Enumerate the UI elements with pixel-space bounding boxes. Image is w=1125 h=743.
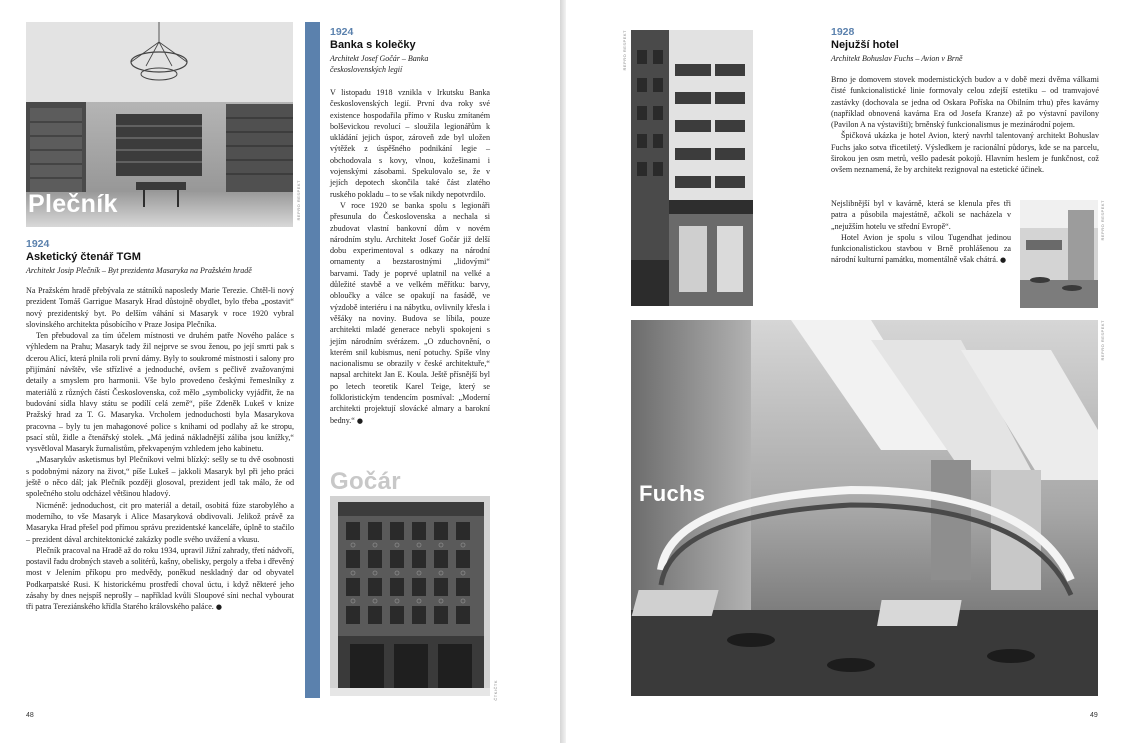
right-page	[566, 0, 1125, 743]
plecnik-paragraph-3: „Masarykův asketismus byl Plečníkovi velmi blízký: sešly se tu dvě osobnosti s podobnými názory na život,“ píše Lukeš – jakkoli Masaryk byl při jeho práci ještě o něco dál; jak Plečník později glosoval, prezident jedl tak málo, že od společného stolu odcházel většinou hladový.	[26, 455, 294, 499]
plecnik-paragraph-4: Nicméně: jednoduchost, cit pro materiál a detail, osobitá fúze starobylého a moderního, to vše Masaryk i Alice Masaryková obdivovali. Jelikož právě za Masaryka Hrad přešel pod přímou správu prezidentské kanceláře, úplně to stačilo – prezident dával architektonické zakázky podle svého uvážení a vkusu.	[26, 500, 294, 544]
fuchs-paragraph-2: Špičková ukázka je hotel Avion, který navrhl talentovaný architekt Bohuslav Fuchs jako sotva třicetiletý. Výsledkem je racionální půdorys, kde se na parcelu, širokou jen osm metrů, vešlo padesát pokojů. Hlavním heslem je funkčnost, což ovšem neznamená, že by architekt rezignoval na estetické účinek.	[831, 131, 1099, 175]
gocar-bank-photo	[330, 496, 490, 696]
fuchs-paragraph-3: Nejslibnější byl v kavárně, která se klenula přes tři patra a působila majestátně, ačkoli se nacházela v „nejužším hotelu ve střední Evropě“.	[831, 199, 1011, 231]
avion-facade-photo-credit: REPRO RESPEKT	[622, 30, 627, 71]
gocar-name-label: Gočár	[330, 468, 401, 495]
fuchs-article-body-cont	[831, 198, 1011, 267]
gocar-paragraph-2	[330, 200, 490, 427]
end-mark-icon: ●	[1000, 256, 1007, 265]
plecnik-name-label: Plečník	[28, 190, 118, 218]
plecnik-byline: Architekt Josip Plečník – Byt prezidenta Masaryka na Pražském hradě	[26, 266, 252, 275]
plecnik-paragraph-5	[26, 545, 294, 614]
page-number-right: 49	[1090, 712, 1098, 719]
fuchs-byline: Architekt Bohuslav Fuchs – Avion v Brně	[831, 54, 963, 63]
fuchs-paragraph-1: Brno je domovem stovek modernistických budov a v době mezi dvěma válkami čisté funkcionalistické linie formovaly celou zdejší estetiku – od tramvajové zastávky (dochovala se jedna od Oskara Poříska na Obilním trhu) přes kavárny (například obnovená kavárna Era od Josefa Kranze) až po výstavní pavilony (Pavilon A na výstavišti); brněnský funkcionalismus je mezinárodní pojem.	[831, 75, 1099, 130]
plecnik-paragraph-2: Ten přebudoval za tím účelem místnosti ve druhém patře Nového paláce s výhledem na Prahu; Masaryk tady žil nejprve se svou ženou, po její smrti pak s dcerou Alicí, která plnila roli první dámy. Byly to soukromé místnosti i salony pro přijímání návštěv, vše střízlivé a jednoduché, ovšem s pečlivě zvažovanými detaily a smyslem pro harmonii. Vše bylo provedeno českými řemeslníky z materiálů z různých částí Československa, což mělo „symbolicky vyjádřit, že na budování sídla hlavy státu se podílí celá země“, píše Zdeněk Lukeš v knize Pražský hrad za T. G. Masaryka. Vrcholem jednoduchosti byla Masarykova pracovna – byly tu jen mahagonové police s knihami od podlahy až ke stropu, psací stůl, židle a čtenářský stolek. „Má jediná nákladnější záliba jsou knížky,“ vysvětloval Masaryk žurnalistům, překvapeným vzhledem jeho kabinetu.	[26, 331, 294, 454]
gocar-byline: Architekt Josef Gočár – Banka československých legií	[330, 54, 429, 74]
avion-facade-photo	[631, 30, 753, 306]
avion-small-interior-photo	[1020, 200, 1098, 308]
fuchs-article-body	[831, 74, 1099, 176]
left-page	[0, 0, 560, 743]
fuchs-paragraph-4	[831, 232, 1011, 267]
gocar-year: 1924	[330, 26, 354, 38]
end-mark-icon: ●	[215, 603, 222, 612]
plecnik-article-body	[26, 285, 294, 614]
fuchs-year: 1928	[831, 26, 855, 38]
plecnik-photo-credit: REPRO RESPEKT	[296, 180, 301, 221]
avion-small-photo-credit: REPRO RESPEKT	[1100, 200, 1105, 241]
end-mark-icon: ●	[356, 416, 364, 425]
gocar-photo-credit: ČTK/ČTK	[493, 680, 498, 701]
avion-cafe-interior-photo	[631, 320, 1098, 696]
fuchs-name-label: Fuchs	[639, 481, 706, 506]
gocar-paragraph-2-text: V roce 1920 se banka spolu s legionáři přesunula do Československa a nechala si zbudovat vlastní bankovní dům v novém národním stylu. Architekt Josef Gočár již delší dobu experimentoval s odkazy na národní ornamenty a bezstarostnými „lidovými“ barvami. Tady je poprvé uplatnil na velké a důležité stavbě a ve velkém měřítku: barvy, obloučky a válce se opakují na fasádě, ve výzdobě interiéru i na nábytku, ovlivnily křesla i věšáky na noviny. Budova se líbila, pouze architekti mladé generace nebyli spokojeni s jejím národním svérázem. „O zduchovnění, o kterém snil kubismus, není potuchy. Spíše vlny nacionalismu se obrazily v české architektuře,“ napsal architekt Jan E. Koula. Ještě přísnější byl po letech teoretik Karel Teige, který se folkloristickým tendencím posmíval: „Moderní architekti projektují slovácké almary a barokní bedny.“	[330, 200, 490, 425]
plecnik-headline: Asketický čtenář TGM	[26, 251, 141, 263]
gocar-article-body	[330, 87, 490, 427]
fuchs-headline: Nejužší hotel	[831, 39, 899, 51]
page-number-left: 48	[26, 712, 34, 719]
fuchs-paragraph-4-text: Hotel Avion je spolu s vilou Tugendhat jedinou funkcionalistickou stavbou v Brně prohlášenou za národní kulturní památku, momentálně však chátrá.	[831, 232, 1011, 265]
plecnik-paragraph-1: Na Pražském hradě přebývala ze státníků naposledy Marie Terezie. Chtěl-li nový prezident Tomáš Garrigue Masaryk Hrad důstojně obydlet, bylo třeba „postavit“ nový prezidentský byt. Po delším váhání si Masaryk v roce 1920 vybral slovinského architekta působícího v Praze Josipa Plečníka.	[26, 286, 294, 329]
avion-cafe-photo-credit: REPRO RESPEKT	[1100, 320, 1105, 361]
gocar-headline: Banka s kolečky	[330, 39, 416, 51]
accent-bar	[305, 22, 320, 698]
plecnik-year: 1924	[26, 238, 50, 250]
plecnik-paragraph-5-text: Plečník pracoval na Hradě až do roku 1934, upravil Jižní zahrady, třetí nádvoří, postavil řadu drobných staveb a solitérů, kašny, obelisky, pergoly a třeba i dřevěný most v Jelením příkopu pro medvědy, poněkud neskladný dar od obyvatel Podkarpatské Rusi. K historickému prostředí choval úctu, i když některé jeho zásahy by dnes nejspíš neprošly – například kvůli Sloupové síni nechal vybourat tři patra Tereziánského křídla Starého královského paláce.	[26, 545, 294, 612]
gocar-paragraph-1: V listopadu 1918 vznikla v Irkutsku Banka československých legií. První dva roky své existence hospodařila přímo v Rusku zmítaném bolševickou revolucí – sloužila legionářům k ukládání jejich úspor, zároveň zde byl uložen výtěžek z úspěšného podnikání legie – obchodovala s kovy, vlnou, kožešinami i vojenskými zásobami. Spekulovalo se, že v jejích depotech skončila také část zlatého ruského pokladu – to se však nikdy nepotvrdilo.	[330, 88, 490, 199]
